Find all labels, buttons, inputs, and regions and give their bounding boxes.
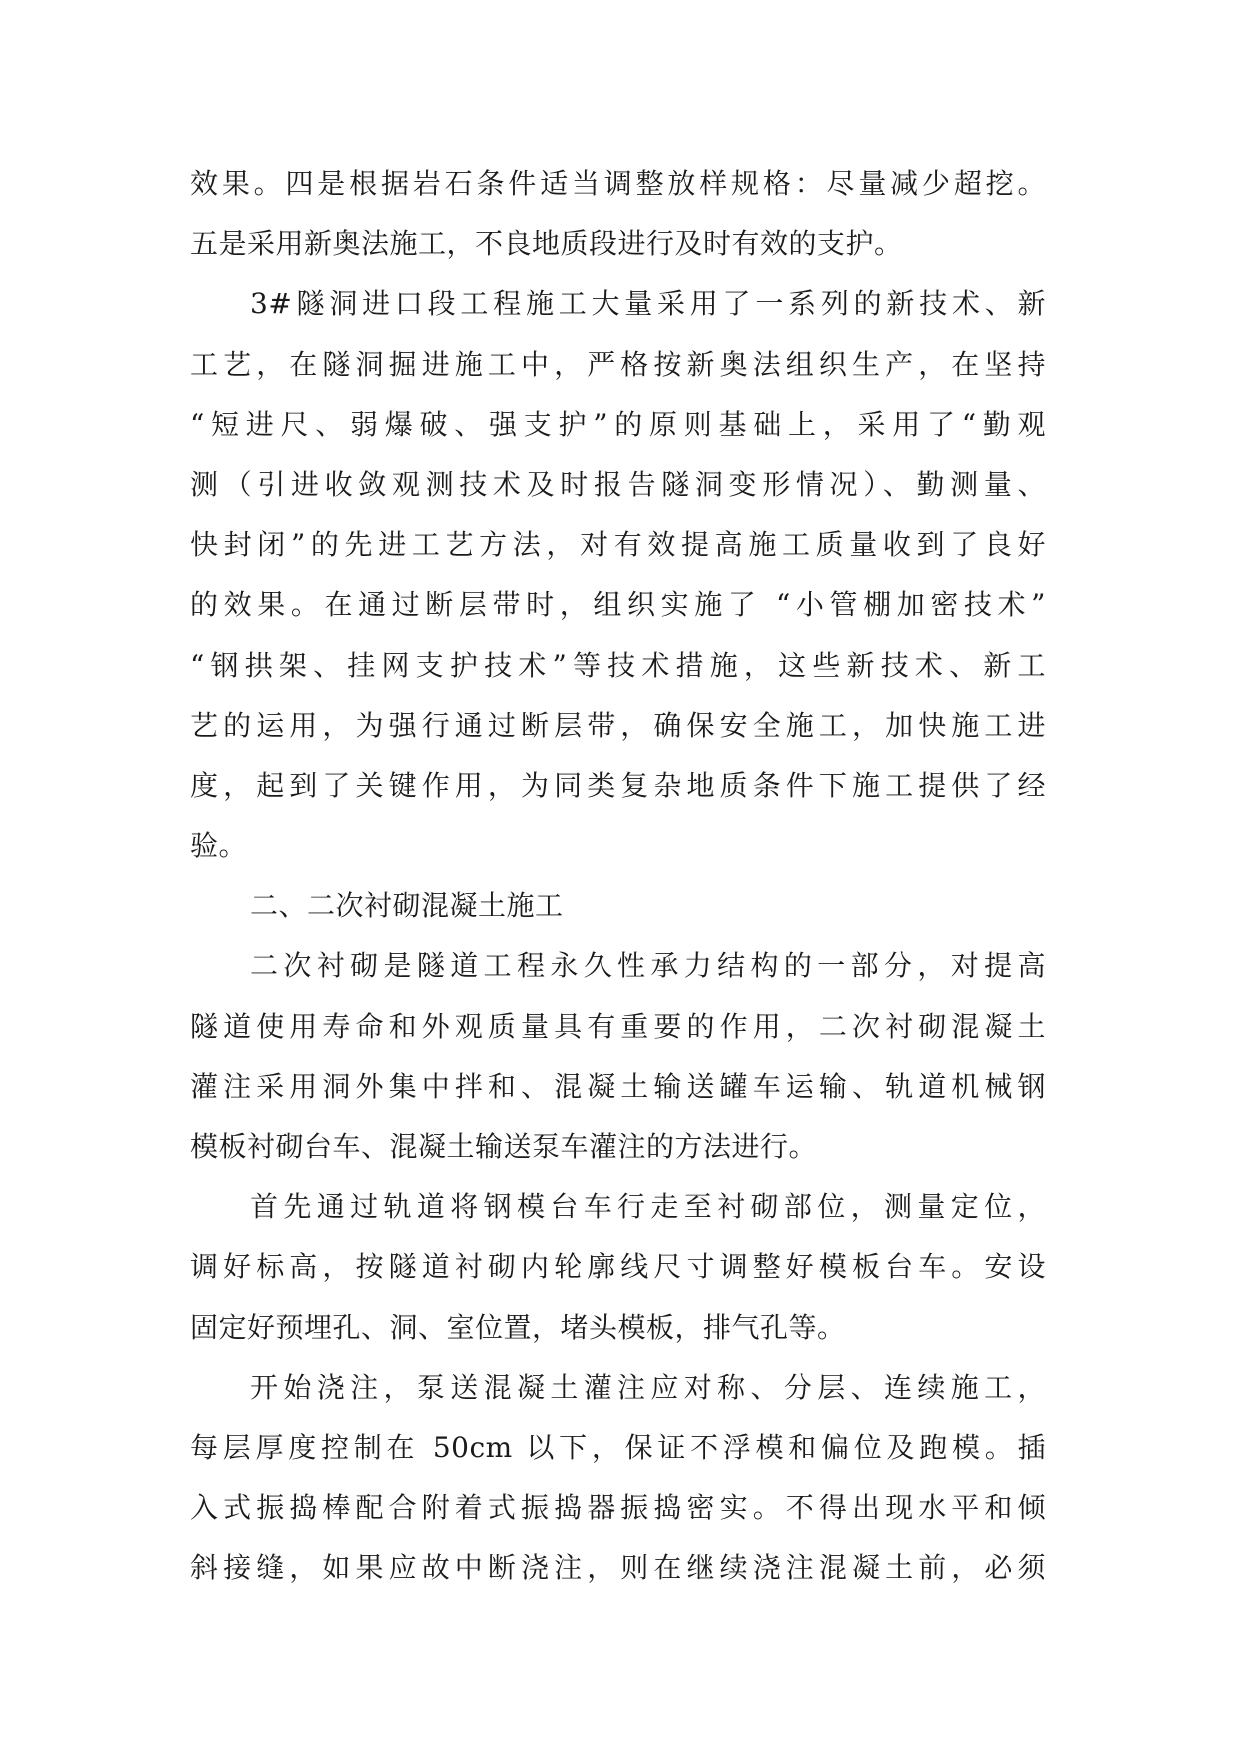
text-line: “短进尺、弱爆破、强支护”的原则基础上，采用了“勤观 bbox=[190, 407, 1046, 441]
text-line: 验。 bbox=[190, 829, 248, 863]
text-line: 度，起到了关键作用，为同类复杂地质条件下施工提供了经 bbox=[190, 768, 1046, 802]
text-line: 快封闭”的先进工艺方法，对有效提高施工质量收到了良好 bbox=[190, 528, 1046, 562]
text-line: 开始浇注，泵送混凝土灌注应对称、分层、连续施工， bbox=[250, 1370, 1046, 1404]
text-line: 灌注采用洞外集中拌和、混凝土输送罐车运输、轨道机械钢 bbox=[190, 1069, 1046, 1103]
text-line: 3#隧洞进口段工程施工大量采用了一系列的新技术、新 bbox=[250, 287, 1046, 321]
text-line: “钢拱架、挂网支护技术”等技术措施，这些新技术、新工 bbox=[190, 648, 1046, 682]
text-line: 二次衬砌是隧道工程永久性承力结构的一部分，对提高 bbox=[250, 949, 1046, 983]
text-line: 的效果。在通过断层带时，组织实施了 “小管棚加密技术” bbox=[190, 588, 1046, 622]
text-line: 入式振捣棒配合附着式振捣器振捣密实。不得出现水平和倾 bbox=[190, 1491, 1046, 1525]
text-line: 固定好预埋孔、洞、室位置，堵头模板，排气孔等。 bbox=[190, 1310, 846, 1344]
text-line: 测（引进收敛观测技术及时报告隧洞变形情况）、勤测量、 bbox=[190, 467, 1046, 501]
text-line: 五是采用新奥法施工，不良地质段进行及时有效的支护。 bbox=[190, 227, 903, 261]
text-line: 艺的运用，为强行通过断层带，确保安全施工，加快施工进 bbox=[190, 708, 1046, 742]
text-line: 首先通过轨道将钢模台车行走至衬砌部位，测量定位， bbox=[250, 1190, 1046, 1224]
text-line: 效果。四是根据岩石条件适当调整放样规格：尽量减少超挖。 bbox=[190, 167, 1046, 200]
text-line: 斜接缝，如果应故中断浇注，则在继续浇注混凝土前，必须 bbox=[190, 1551, 1046, 1585]
text-line: 每层厚度控制在 50cm 以下，保证不浮模和偏位及跑模。插 bbox=[190, 1430, 1046, 1464]
text-line: 隧道使用寿命和外观质量具有重要的作用，二次衬砌混凝土 bbox=[190, 1009, 1046, 1043]
body-text bbox=[190, 154, 1046, 1599]
text-line: 调好标高，按隧道衬砌内轮廓线尺寸调整好模板台车。安设 bbox=[190, 1250, 1046, 1284]
text-line: 工艺，在隧洞掘进施工中，严格按新奥法组织生产，在坚持 bbox=[190, 347, 1046, 381]
text-line: 二、二次衬砌混凝土施工 bbox=[250, 889, 564, 923]
text-line: 模板衬砌台车、混凝土输送泵车灌注的方法进行。 bbox=[190, 1130, 818, 1163]
